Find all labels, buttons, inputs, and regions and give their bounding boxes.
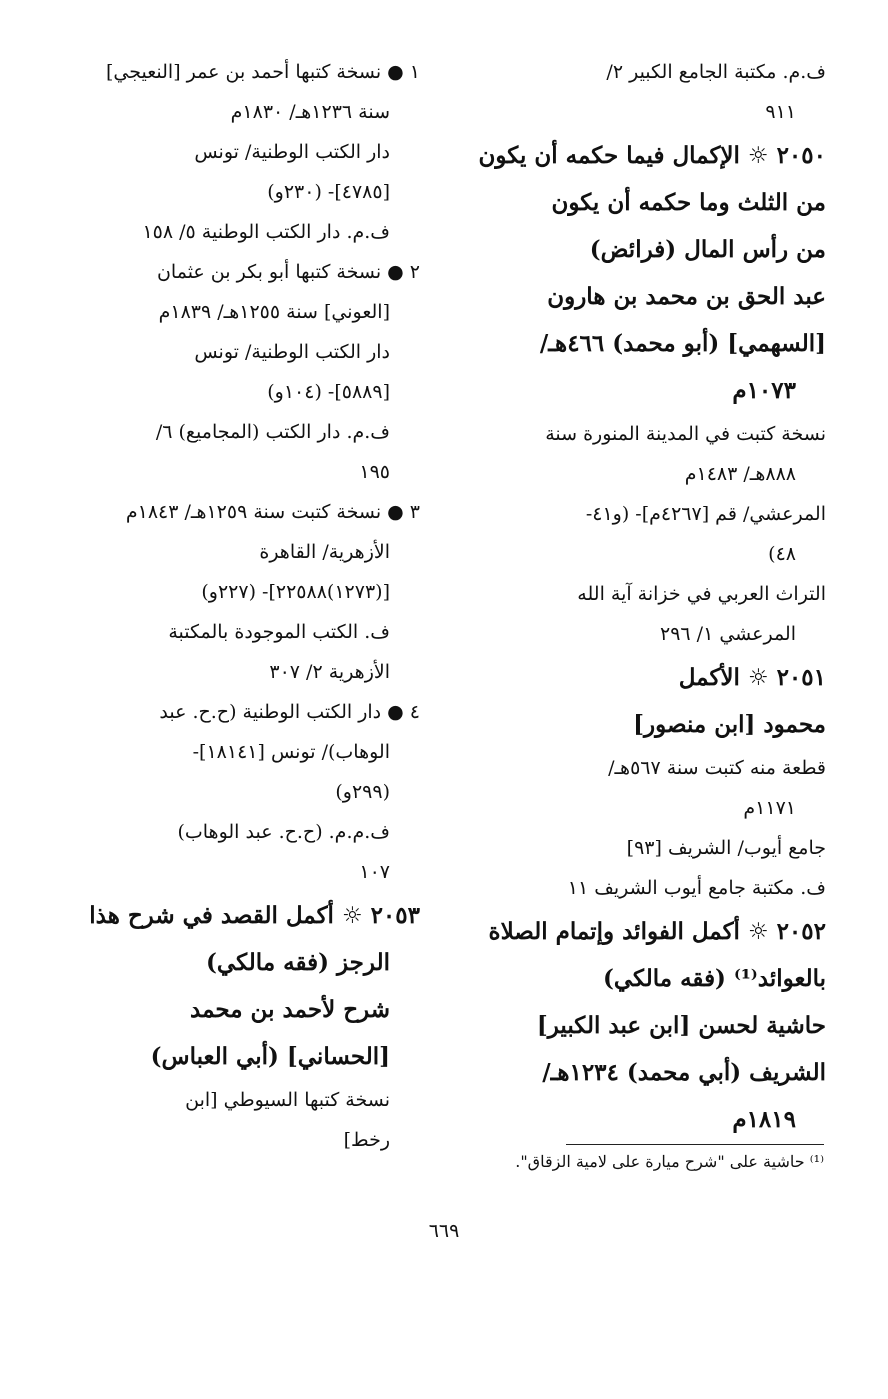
right-column-line: ٩١١ [765,101,796,123]
left-column [88,52,420,1160]
left-column-line: ٤ ● دار الكتب الوطنية (ح.ح. عبد [159,701,420,723]
left-column-line: ف.م. دار الكتب الوطنية ٥/ ١٥٨ [142,221,390,243]
right-column-line: جامع أيوب/ الشريف [٩٣] [626,837,826,859]
right-column-line: ١٨١٩م [732,1106,796,1133]
left-column-line: ٢ ● نسخة كتبها أبو بكر بن عثمان [156,261,420,283]
right-column-line: ٤٨) [768,543,796,565]
left-column-line: الوهاب)/ تونس [١٨١٤١]- [192,741,390,763]
left-column-line: ٣ ● نسخة كتبت سنة ١٢٥٩هـ/ ١٨٤٣م [125,501,420,523]
right-column-line: [السهمي] (أبو محمد) ٤٦٦هـ/ [539,330,826,357]
left-column-line: رخط] [343,1129,390,1151]
left-column-line: سنة ١٢٣٦هـ/ ١٨٣٠م [230,101,390,123]
footnote: ⁽¹⁾ حاشية على "شرح ميارة على لامية الزقاق". [515,1152,824,1171]
left-column-line: ١ ● نسخة كتبها أحمد بن عمر [النعيجي] [106,61,420,83]
left-column-line: الأزهرية ٢/ ٣٠٧ [269,661,390,683]
right-column-line: قطعة منه كتبت سنة ٥٦٧هـ/ [608,757,826,779]
right-column-line: المرعشي ١/ ٢٩٦ [660,623,796,645]
left-column-line: شرح لأحمد بن محمد [190,996,390,1023]
right-column-line: ف.م. مكتبة الجامع الكبير ٢/ [606,61,826,83]
right-column [478,52,826,1143]
right-column-line: ٢٠٥٠ ☼ الإكمال فيما حكمه أن يكون [478,142,826,169]
right-column-line: ١٠٧٣م [732,377,796,404]
left-column-line: ف.م. دار الكتب (المجاميع) ٦/ [155,421,390,443]
right-column-line: التراث العربي في خزانة آية الله [577,583,826,605]
left-column-line: [العوني] سنة ١٢٥٥هـ/ ١٨٣٩م [158,301,390,323]
left-column-line: الأزهرية/ القاهرة [259,541,390,563]
right-column-line: محمود [ابن منصور] [633,711,826,738]
right-column-line: من رأس المال (فرائض) [589,236,826,263]
right-column-line: من الثلث وما حكمه أن يكون [551,189,826,216]
left-column-line: ١٩٥ [359,461,390,483]
left-column-line: الرجز (فقه مالكي) [206,949,390,976]
left-column-line: [٥٨٨٩]- (١٠٤و) [267,381,390,403]
left-column-line: نسخة كتبها السيوطي [ابن [185,1089,390,1111]
left-column-line: دار الكتب الوطنية/ تونس [194,141,390,163]
right-column-line: عبد الحق بن محمد بن هارون [547,283,826,310]
left-column-line: ١٠٧ [359,861,390,883]
right-column-line: حاشية لحسن [ابن عبد الكبير] [536,1012,826,1039]
page-number: ٦٦٩ [428,1220,460,1242]
left-column-line: [(١٢٧٣)٢٢٥٨٨]- (٢٢٧و) [201,581,390,603]
right-column-line: ٢٠٥٢ ☼ أكمل الفوائد وإتمام الصلاة [488,918,826,945]
left-column-line: [الحساني] (أبي العباس) [150,1043,390,1070]
left-column-line: دار الكتب الوطنية/ تونس [194,341,390,363]
right-column-line: الشريف (أبي محمد) ١٢٣٤هـ/ [542,1059,826,1086]
right-column-line: ٨٨٨هـ/ ١٤٨٣م [684,463,796,485]
right-column-line: ١١٧١م [743,797,796,819]
right-column-line: المرعشي/ قم [٤٢٦٧م]- (و٤١- [585,503,826,525]
right-column-line: نسخة كتبت في المدينة المنورة سنة [545,423,826,445]
left-column-line: ف. الكتب الموجودة بالمكتبة [168,621,390,643]
left-column-line: ف.م.م. (ح.ح. عبد الوهاب) [177,821,390,843]
right-column-line: ٢٠٥١ ☼ الأكمل [678,664,826,691]
footnote-separator [566,1144,824,1145]
right-column-line: بالعوائد⁽¹⁾ (فقه مالكي) [603,965,826,992]
left-column-line: [٤٧٨٥]- (٢٣٠و) [267,181,390,203]
right-column-line: ف. مكتبة جامع أيوب الشريف ١١ [567,877,826,899]
left-column-line: (٢٩٩و) [335,781,390,803]
left-column-line: ٢٠٥٣ ☼ أكمل القصد في شرح هذا [89,902,420,929]
